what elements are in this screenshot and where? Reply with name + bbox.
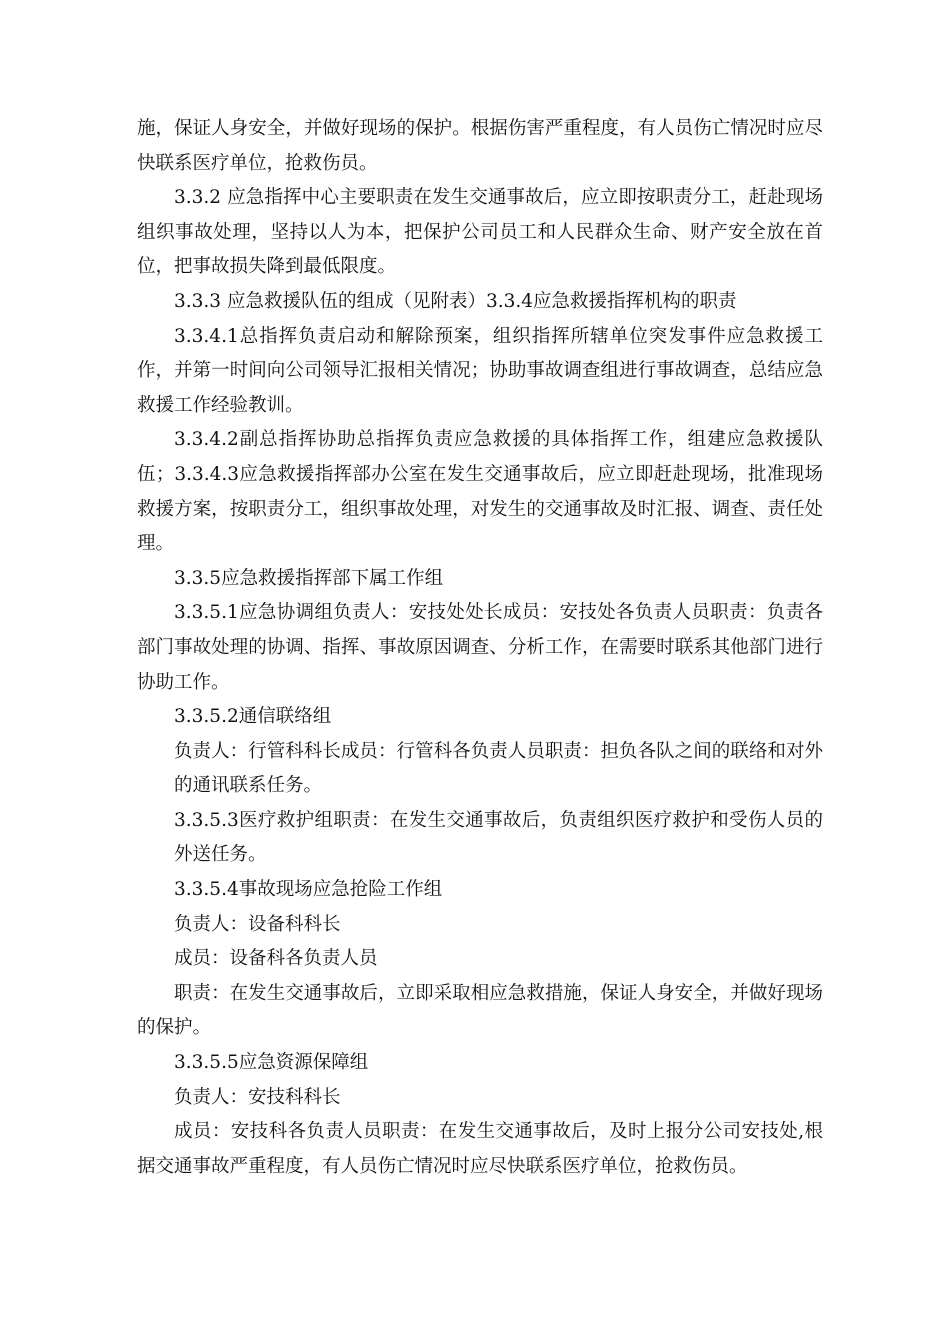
paragraph: 负责人：设备科科长 xyxy=(174,913,341,935)
paragraph: 负责人：行管科科长成员：行管科各负责人员职责：担负各队之间的联络和对外的通讯联系任务。 xyxy=(174,740,823,797)
paragraph: 职责：在发生交通事故后，立即采取相应急救措施，保证人身安全，并做好现场的保护。 xyxy=(137,982,823,1039)
paragraph: 施，保证人身安全，并做好现场的保护。根据伤害严重程度，有人员伤亡情况时应尽快联系医疗单位，抢救伤员。 xyxy=(137,118,823,174)
document-body xyxy=(137,112,823,1184)
paragraph: 3.3.5.3医疗救护组职责：在发生交通事故后，负责组织医疗救护和受伤人员的外送任务。 xyxy=(174,809,823,866)
paragraph: 3.3.4.1总指挥负责启动和解除预案，组织指挥所辖单位突发事件应急救援工作，并第一时间向公司领导汇报相关情况；协助事故调查组进行事故调查，总结应急救援工作经验教训。 xyxy=(137,325,823,416)
paragraph: 3.3.5.4事故现场应急抢险工作组 xyxy=(174,879,443,901)
paragraph: 3.3.5.1应急协调组负责人：安技处处长成员：安技处各负责人员职责：负责各部门事故处理的协调、指挥、事故原因调查、分析工作，在需要时联系其他部门进行协助工作。 xyxy=(137,602,823,693)
paragraph: 3.3.5.5应急资源保障组 xyxy=(174,1052,369,1074)
paragraph: 成员：设备科各负责人员 xyxy=(174,948,378,970)
paragraph: 负责人：安技科科长 xyxy=(174,1086,341,1108)
paragraph: 3.3.3 应急救援队伍的组成（见附表）3.3.4应急救援指挥机构的职责 xyxy=(174,290,737,312)
paragraph: 3.3.2 应急指挥中心主要职责在发生交通事故后，应立即按职责分工，赶赴现场组织事故处理，坚持以人为本，把保护公司员工和人民群众生命、财产安全放在首位，把事故损失降到最低限度。 xyxy=(137,187,823,278)
paragraph: 成员：安技科各负责人员职责：在发生交通事故后，及时上报分公司安技处,根据交通事故严重程度，有人员伤亡情况时应尽快联系医疗单位，抢救伤员。 xyxy=(137,1121,823,1177)
paragraph: 3.3.4.2副总指挥协助总指挥负责应急救援的具体指挥工作，组建应急救援队伍；3.3.4.3应急救援指挥部办公室在发生交通事故后，应立即赶赴现场，批准现场救援方案，按职责分工，组织事故处理，对发生的交通事故及时汇报、调查、责任处理。 xyxy=(137,429,823,555)
paragraph: 3.3.5应急救援指挥部下属工作组 xyxy=(174,567,444,589)
paragraph: 3.3.5.2通信联络组 xyxy=(174,706,332,728)
